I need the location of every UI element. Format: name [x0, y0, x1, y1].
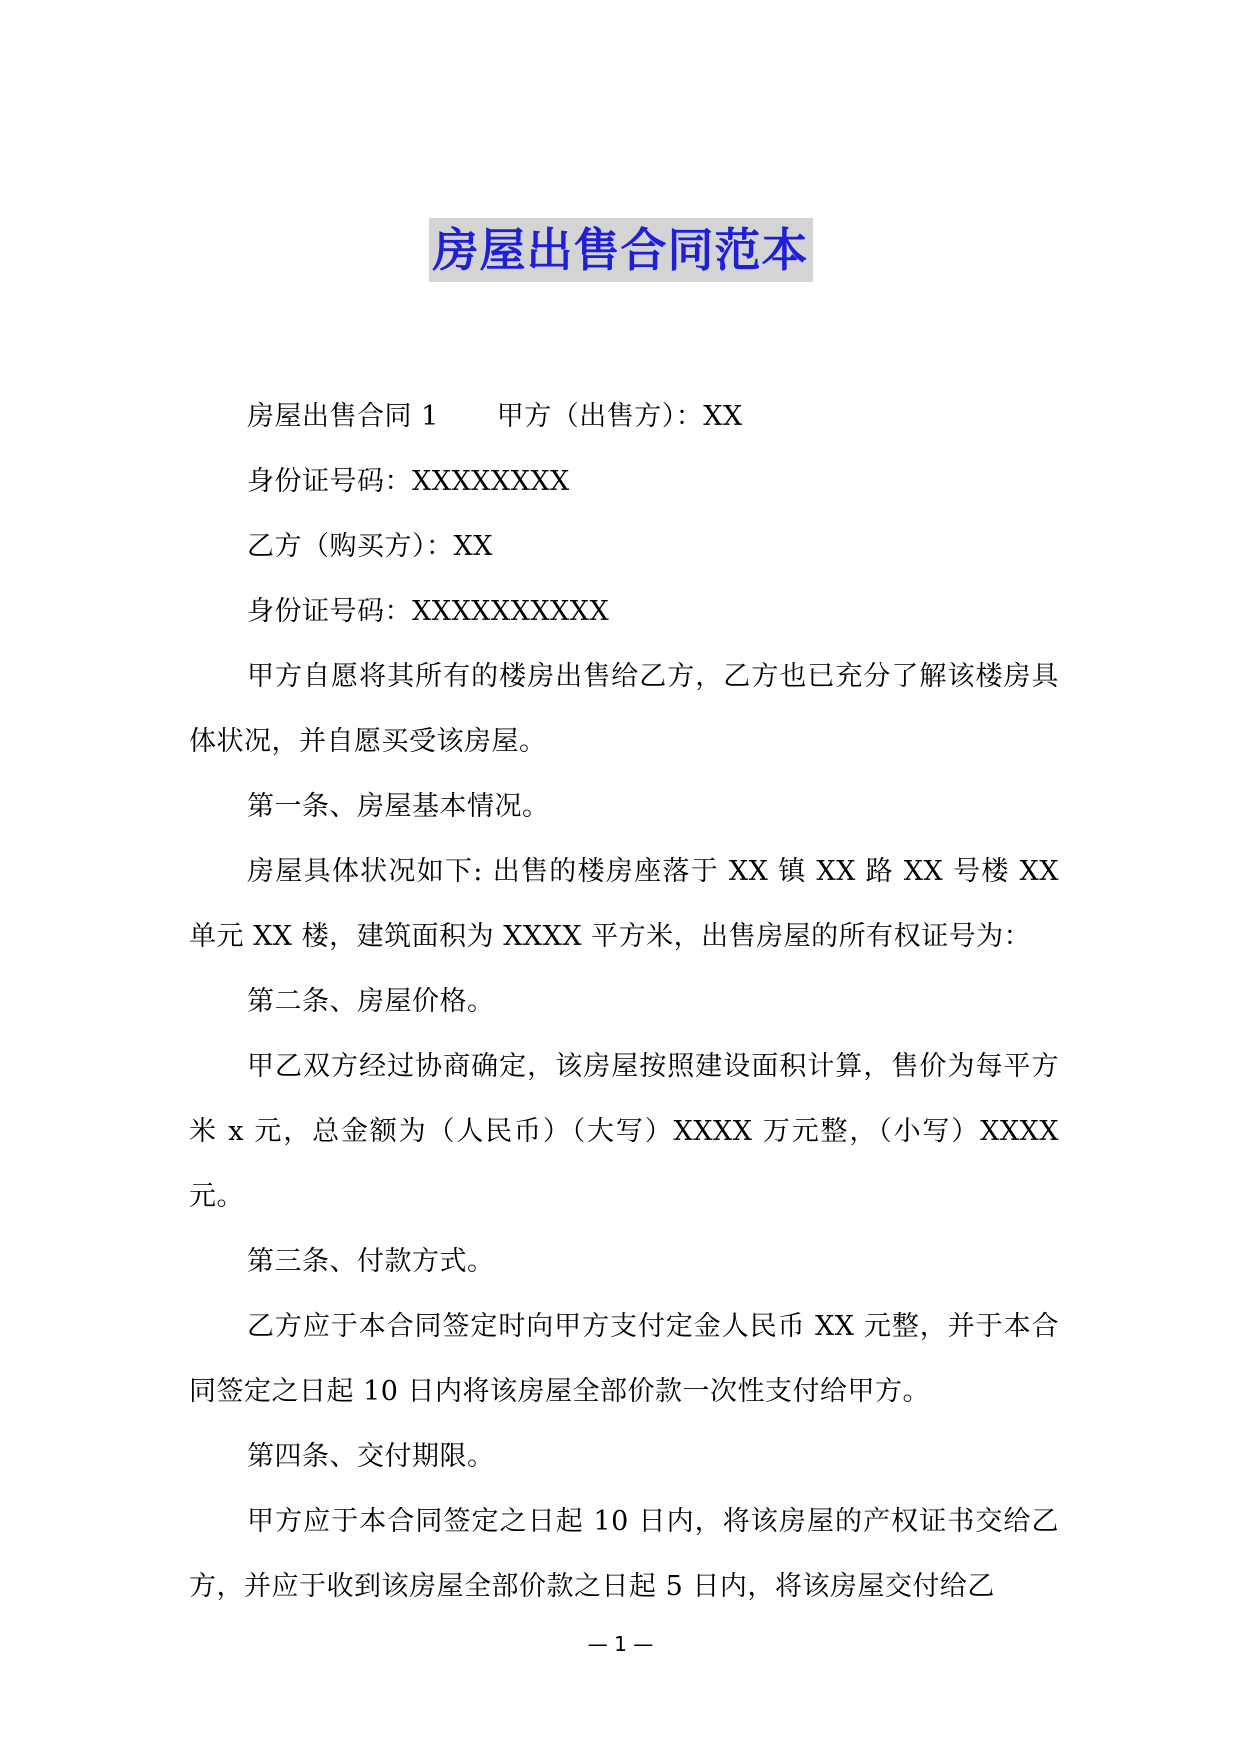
title-wrap: [0, 218, 1241, 282]
party-a-line: 甲方（出售方）：XX: [496, 401, 743, 432]
header-line: [189, 384, 1059, 449]
paragraph: 甲方自愿将其所有的楼房出售给乙方，乙方也已充分了解该楼房具体状况，并自愿买受该房屋。: [189, 661, 1059, 757]
section-heading: 第二条、房屋价格。: [247, 986, 495, 1017]
paragraph: 身份证号码：XXXXXXXX: [247, 466, 570, 497]
document-title: 房屋出售合同范本: [429, 218, 813, 282]
paragraph: 乙方（购买方）：XX: [247, 531, 493, 562]
contract-number: 房屋出售合同 1: [247, 401, 439, 432]
paragraph: 甲方应于本合同签定之日起 10 日内，将该房屋的产权证书交给乙方，并应于收到该房屋全部价款之日起 5 日内，将该房屋交付给乙: [189, 1506, 1059, 1602]
page-number: — 1 —: [587, 1632, 654, 1656]
paragraph: 房屋具体状况如下: 出售的楼房座落于 XX 镇 XX 路 XX 号楼 XX 单元 XX 楼，建筑面积为 XXXX 平方米，出售房屋的所有权证号为：: [189, 856, 1059, 952]
section-heading: 第一条、房屋基本情况。: [247, 791, 550, 822]
paragraph: 身份证号码：XXXXXXXXXX: [247, 596, 610, 627]
paragraph: 乙方应于本合同签定时向甲方支付定金人民币 XX 元整，并于本合同签定之日起 10 日内将该房屋全部价款一次性支付给甲方。: [189, 1311, 1059, 1407]
section-heading: 第四条、交付期限。: [247, 1441, 495, 1472]
document-body: [189, 384, 1059, 1619]
section-heading: 第三条、付款方式。: [247, 1246, 495, 1277]
paragraph: 甲乙双方经过协商确定，该房屋按照建设面积计算，售价为每平方米 x 元，总金额为（人民币）（大写）XXXX 万元整，（小写）XXXX 元。: [189, 1051, 1059, 1212]
